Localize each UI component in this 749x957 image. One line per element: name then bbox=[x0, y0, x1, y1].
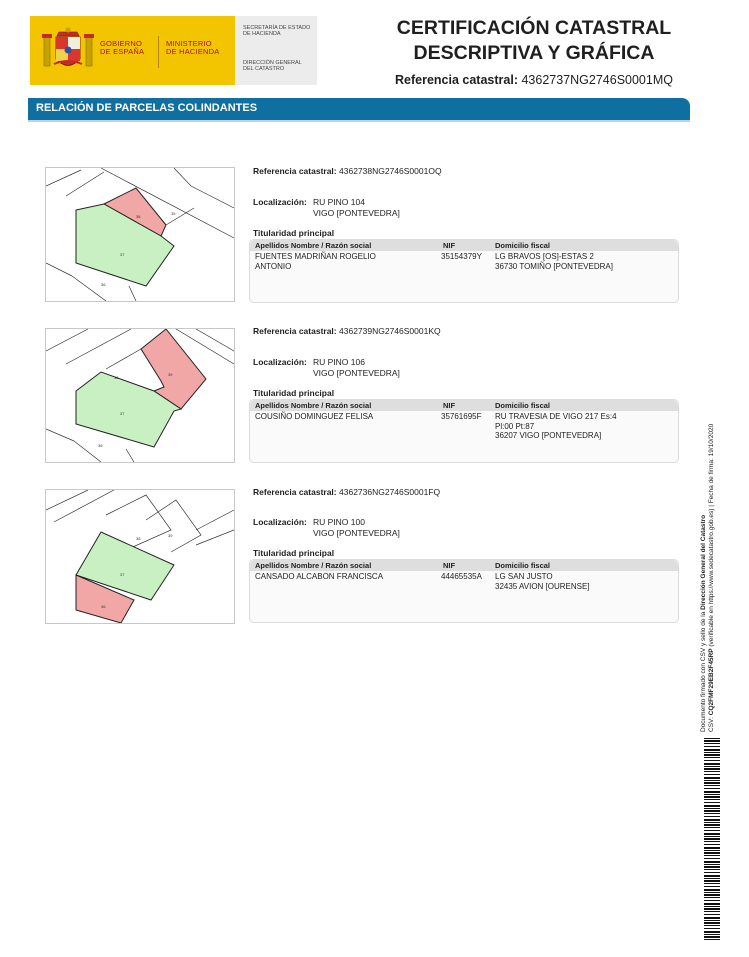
map-label: 38 bbox=[136, 214, 141, 219]
owner-table bbox=[249, 239, 679, 303]
owner-table bbox=[249, 399, 679, 463]
map-label: 39 bbox=[168, 533, 173, 538]
map-label: 37 bbox=[120, 411, 125, 416]
map-label: 35 bbox=[171, 211, 176, 216]
owner-nif: 44465535A bbox=[441, 572, 482, 581]
section-underline bbox=[28, 120, 690, 122]
owner-address: LG BRAVOS [OS]-ESTAS 2 36730 TOMIÑO [PONTEVEDRA] bbox=[495, 252, 613, 271]
owner-nif: 35761695F bbox=[441, 412, 482, 421]
parcel-location: Localización: RU PINO 104 VIGO [PONTEVEDRA] bbox=[253, 197, 400, 218]
map-label: 37 bbox=[120, 572, 125, 577]
parcel-location: Localización: RU PINO 106 VIGO [PONTEVEDRA] bbox=[253, 357, 400, 378]
parcel-location: Localización: RU PINO 100 VIGO [PONTEVEDRA] bbox=[253, 517, 400, 538]
parcel-reference: Referencia catastral: 4362739NG2746S0001KQ bbox=[253, 326, 441, 336]
parcel-map bbox=[45, 489, 235, 624]
csv-side-note: Documento firmado con CSV y sello de la Dirección General del Catastro CSV: CQ2FMF29EB2F45RP (verificable en https://www.sedecatastro.gob.es) | Fecha de firma: 19/10/2020 bbox=[700, 423, 715, 732]
owner-table-header: Apellidos Nombre / Razón social NIF Domicilio fiscal bbox=[250, 240, 678, 251]
ministerio-text: MINISTERIO DE HACIENDA bbox=[166, 39, 220, 56]
owner-name: FUENTES MADRIÑAN ROGELIO ANTONIO bbox=[255, 252, 376, 271]
owner-nif: 35154379Y bbox=[441, 252, 482, 261]
coat-of-arms-icon bbox=[42, 26, 94, 76]
gobierno-logo bbox=[30, 16, 235, 85]
map-label: 36 bbox=[101, 604, 106, 609]
main-reference-value: 4362737NG2746S0001MQ bbox=[521, 73, 673, 87]
gobierno-text: GOBIERNO DE ESPAÑA bbox=[100, 39, 145, 56]
owner-address: LG SAN JUSTO 32435 AVION [OURENSE] bbox=[495, 572, 590, 591]
owner-table-header: Apellidos Nombre / Razón social NIF Domicilio fiscal bbox=[250, 560, 678, 571]
map-label: 36 bbox=[101, 282, 106, 287]
page-title: CERTIFICACIÓN CATASTRAL DESCRIPTIVA Y GRÁFICA bbox=[396, 17, 672, 64]
owner-table bbox=[249, 559, 679, 623]
map-label: 36 bbox=[98, 443, 103, 448]
parcel-reference: Referencia catastral: 4362738NG2746S0001OQ bbox=[253, 166, 442, 176]
section-title: RELACIÓN DE PARCELAS COLINDANTES bbox=[36, 102, 258, 114]
section-band bbox=[28, 98, 690, 120]
secretaria-text: SECRETARÍA DE ESTADO DE HACIENDA bbox=[243, 25, 311, 38]
owner-address: RU TRAVESIA DE VIGO 217 Es:4 Pl:00 Pt:87 36207 VIGO [PONTEVEDRA] bbox=[495, 412, 617, 440]
parcel-reference: Referencia catastral: 4362736NG2746S0001FQ bbox=[253, 487, 441, 497]
owner-name: CANSADO ALCABON FRANCISCA bbox=[255, 572, 384, 581]
owner-table-header: Apellidos Nombre / Razón social NIF Domicilio fiscal bbox=[250, 400, 678, 411]
parcel-map bbox=[45, 328, 235, 463]
parcel-map bbox=[45, 167, 235, 302]
barcode bbox=[704, 738, 720, 942]
map-label: 38 bbox=[136, 536, 141, 541]
logo-separator bbox=[158, 36, 159, 68]
map-label: 39 bbox=[168, 372, 173, 377]
titularidad-label: Titularidad principal bbox=[253, 388, 335, 398]
secretaria-block bbox=[235, 16, 317, 85]
owner-name: COUSIÑO DOMINGUEZ FELISA bbox=[255, 412, 374, 421]
titularidad-label: Titularidad principal bbox=[253, 548, 335, 558]
main-reference bbox=[395, 73, 673, 87]
main-reference-label: Referencia catastral: bbox=[395, 73, 518, 87]
titularidad-label: Titularidad principal bbox=[253, 228, 335, 238]
svg-text:38: 38 bbox=[114, 375, 119, 380]
direccion-text: DIRECCIÓN GENERAL DEL CATASTRO bbox=[243, 60, 302, 73]
map-label: 37 bbox=[120, 252, 125, 257]
